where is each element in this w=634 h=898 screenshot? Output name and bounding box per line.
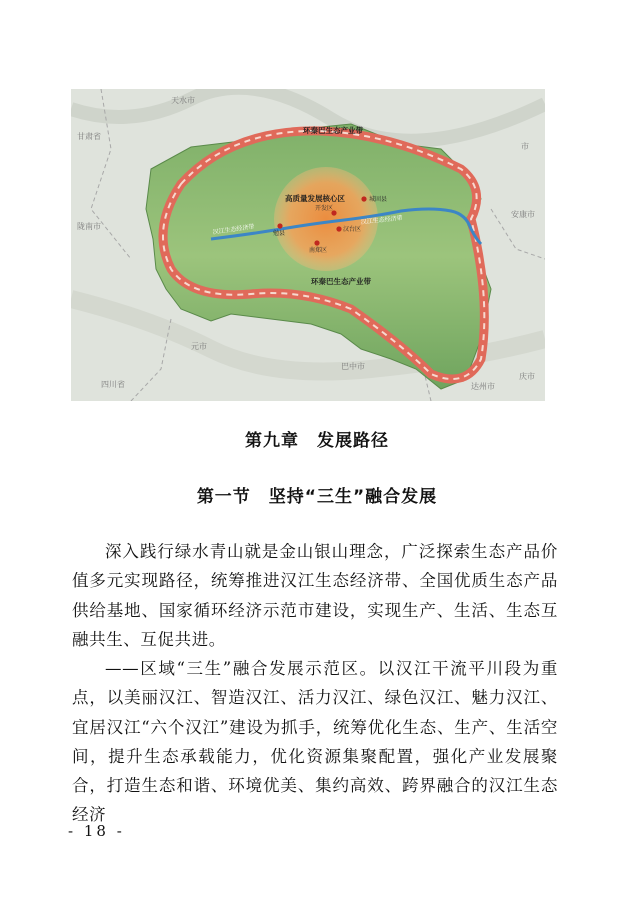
page-number: - 18 - xyxy=(68,822,125,840)
regional-development-map xyxy=(71,89,545,401)
label-lower-right: 庆市 xyxy=(519,372,535,381)
label-econ-left: 汉江生态经济带 xyxy=(212,223,255,236)
label-kaifaqu: 开发区 xyxy=(315,205,334,212)
label-ankang: 安康市 xyxy=(511,210,535,219)
label-upper-right: 市 xyxy=(521,142,529,151)
label-dazhou: 达州市 xyxy=(471,382,495,391)
dot-nanzheng xyxy=(314,240,319,245)
label-belt-top: 环秦巴生态产业带 xyxy=(303,126,363,135)
label-hantai: 汉台区 xyxy=(343,226,362,233)
label-longnan: 陇南市 xyxy=(77,222,101,231)
label-yuanshi: 元市 xyxy=(191,342,207,351)
paragraph-1: 深入践行绿水青山就是金山银山理念，广泛探索生态产品价值多元实现路径，统筹推进汉江生态经济带、全国优质生态产品供给基地、国家循环经济示范市建设，实现生产、生活、生态互融共生、互促共进。 xyxy=(72,542,558,649)
label-nanzheng: 南郑区 xyxy=(309,247,328,254)
label-sichuan: 四川省 xyxy=(101,380,125,389)
label-econ-right: 汉江生态经济带 xyxy=(360,214,403,226)
paragraph-2: ——区域“三生”融合发展示范区。以汉江干流平川段为重点，以美丽汉江、智造汉江、活力汉江、绿色汉江、魅力汉江、宜居汉江“六个汉江”建设为抓手，统筹优化生态、生产、生活空间，提升生态承载能力，优化资源集聚配置，强化产业发展聚合，打造生态和谐、环境优美、集约高效、跨界融合的汉江生态经济 xyxy=(72,659,558,825)
dot-chenggu xyxy=(361,196,366,201)
label-tianshui: 天水市 xyxy=(171,96,195,105)
dot-hantai xyxy=(336,226,341,231)
label-bazhong: 巴中市 xyxy=(341,362,365,371)
dot-mianxian xyxy=(277,223,282,228)
label-chenggu: 城固县 xyxy=(369,196,388,203)
section-title: 第一节 坚持“三生”融合发展 xyxy=(196,487,438,507)
chapter-title: 第九章 发展路径 xyxy=(245,431,389,451)
label-belt-bottom: 环秦巴生态产业带 xyxy=(311,277,371,286)
label-core-zone: 高质量发展核心区 xyxy=(285,194,345,203)
label-mianxian: 勉县 xyxy=(273,230,286,237)
label-gansu: 甘肃省 xyxy=(77,132,101,141)
